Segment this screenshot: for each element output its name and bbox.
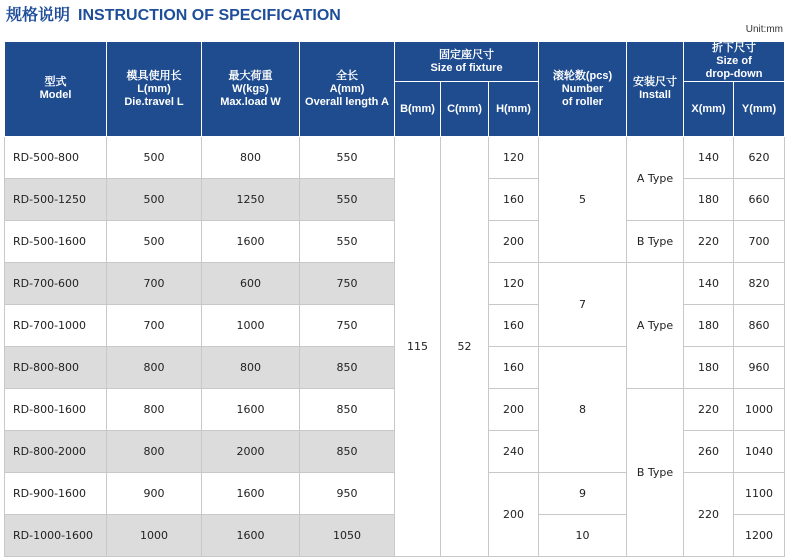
header-rollers: 滚轮数(pcs) Number of roller — [539, 42, 627, 137]
cell-y: 620 — [734, 137, 785, 179]
unit-label: Unit:mm — [745, 24, 783, 35]
cell-y: 820 — [734, 263, 785, 305]
cell-y: 1100 — [734, 473, 785, 515]
spec-table — [4, 41, 785, 557]
cell-h: 200 — [489, 473, 539, 557]
cell-w: 600 — [202, 263, 300, 305]
cell-model: RD-700-1000 — [5, 305, 107, 347]
header-h: H(mm) — [489, 82, 539, 137]
cell-x: 220 — [684, 389, 734, 431]
cell-x: 140 — [684, 137, 734, 179]
header-fixture: 固定座尺寸 Size of fixture — [395, 42, 539, 82]
title-cn: 规格说明 — [6, 7, 71, 24]
cell-rollers: 9 — [539, 473, 627, 515]
cell-h: 240 — [489, 431, 539, 473]
cell-y: 1200 — [734, 515, 785, 557]
header-y: Y(mm) — [734, 82, 785, 137]
cell-model: RD-800-1600 — [5, 389, 107, 431]
cell-rollers: 10 — [539, 515, 627, 557]
cell-y: 660 — [734, 179, 785, 221]
cell-w: 1600 — [202, 221, 300, 263]
cell-y: 1040 — [734, 431, 785, 473]
cell-l: 500 — [107, 137, 202, 179]
cell-h: 120 — [489, 137, 539, 179]
cell-a: 850 — [300, 431, 395, 473]
cell-install: B Type — [627, 389, 684, 557]
cell-model: RD-700-600 — [5, 263, 107, 305]
cell-a: 550 — [300, 221, 395, 263]
header-model: 型式 Model — [5, 42, 107, 137]
cell-rollers: 5 — [539, 137, 627, 263]
cell-l: 800 — [107, 347, 202, 389]
cell-a: 850 — [300, 389, 395, 431]
cell-w: 1600 — [202, 515, 300, 557]
cell-l: 1000 — [107, 515, 202, 557]
cell-w: 2000 — [202, 431, 300, 473]
cell-h: 160 — [489, 305, 539, 347]
cell-x: 180 — [684, 347, 734, 389]
cell-b: 115 — [395, 137, 441, 557]
cell-l: 900 — [107, 473, 202, 515]
cell-a: 950 — [300, 473, 395, 515]
cell-model: RD-500-1250 — [5, 179, 107, 221]
cell-c: 52 — [441, 137, 489, 557]
cell-model: RD-800-2000 — [5, 431, 107, 473]
header-max-load: 最大荷重 W(kgs) Max.load W — [202, 42, 300, 137]
cell-l: 500 — [107, 179, 202, 221]
title-en: INSTRUCTION OF SPECIFICATION — [78, 7, 341, 24]
cell-a: 550 — [300, 137, 395, 179]
cell-x: 220 — [684, 221, 734, 263]
cell-a: 1050 — [300, 515, 395, 557]
cell-rollers: 7 — [539, 263, 627, 347]
cell-y: 700 — [734, 221, 785, 263]
cell-install: B Type — [627, 221, 684, 263]
page-title — [6, 2, 349, 25]
cell-y: 860 — [734, 305, 785, 347]
cell-l: 700 — [107, 305, 202, 347]
cell-x: 260 — [684, 431, 734, 473]
cell-x: 180 — [684, 179, 734, 221]
cell-x: 180 — [684, 305, 734, 347]
cell-h: 200 — [489, 221, 539, 263]
cell-install: A Type — [627, 263, 684, 389]
cell-model: RD-500-1600 — [5, 221, 107, 263]
cell-model: RD-500-800 — [5, 137, 107, 179]
cell-y: 1000 — [734, 389, 785, 431]
cell-w: 800 — [202, 347, 300, 389]
cell-w: 1000 — [202, 305, 300, 347]
cell-h: 200 — [489, 389, 539, 431]
header-die-travel: 模具使用长 L(mm) Die.travel L — [107, 42, 202, 137]
cell-a: 850 — [300, 347, 395, 389]
cell-w: 1250 — [202, 179, 300, 221]
cell-rollers: 8 — [539, 347, 627, 473]
cell-a: 550 — [300, 179, 395, 221]
header-overall-length: 全长 A(mm) Overall length A — [300, 42, 395, 137]
cell-x: 220 — [684, 473, 734, 557]
header-install: 安装尺寸 Install — [627, 42, 684, 137]
cell-l: 800 — [107, 389, 202, 431]
cell-h: 120 — [489, 263, 539, 305]
cell-model: RD-900-1600 — [5, 473, 107, 515]
cell-a: 750 — [300, 263, 395, 305]
cell-h: 160 — [489, 347, 539, 389]
header-x: X(mm) — [684, 82, 734, 137]
cell-h: 160 — [489, 179, 539, 221]
cell-x: 140 — [684, 263, 734, 305]
cell-a: 750 — [300, 305, 395, 347]
cell-y: 960 — [734, 347, 785, 389]
cell-w: 1600 — [202, 389, 300, 431]
cell-l: 500 — [107, 221, 202, 263]
cell-model: RD-1000-1600 — [5, 515, 107, 557]
cell-l: 800 — [107, 431, 202, 473]
table-row — [5, 137, 785, 179]
header-b: B(mm) — [395, 82, 441, 137]
cell-install: A Type — [627, 137, 684, 221]
cell-model: RD-800-800 — [5, 347, 107, 389]
cell-w: 800 — [202, 137, 300, 179]
cell-l: 700 — [107, 263, 202, 305]
header-c: C(mm) — [441, 82, 489, 137]
header-dropdown: 折下尺寸 Size of drop-down — [684, 42, 785, 82]
cell-w: 1600 — [202, 473, 300, 515]
